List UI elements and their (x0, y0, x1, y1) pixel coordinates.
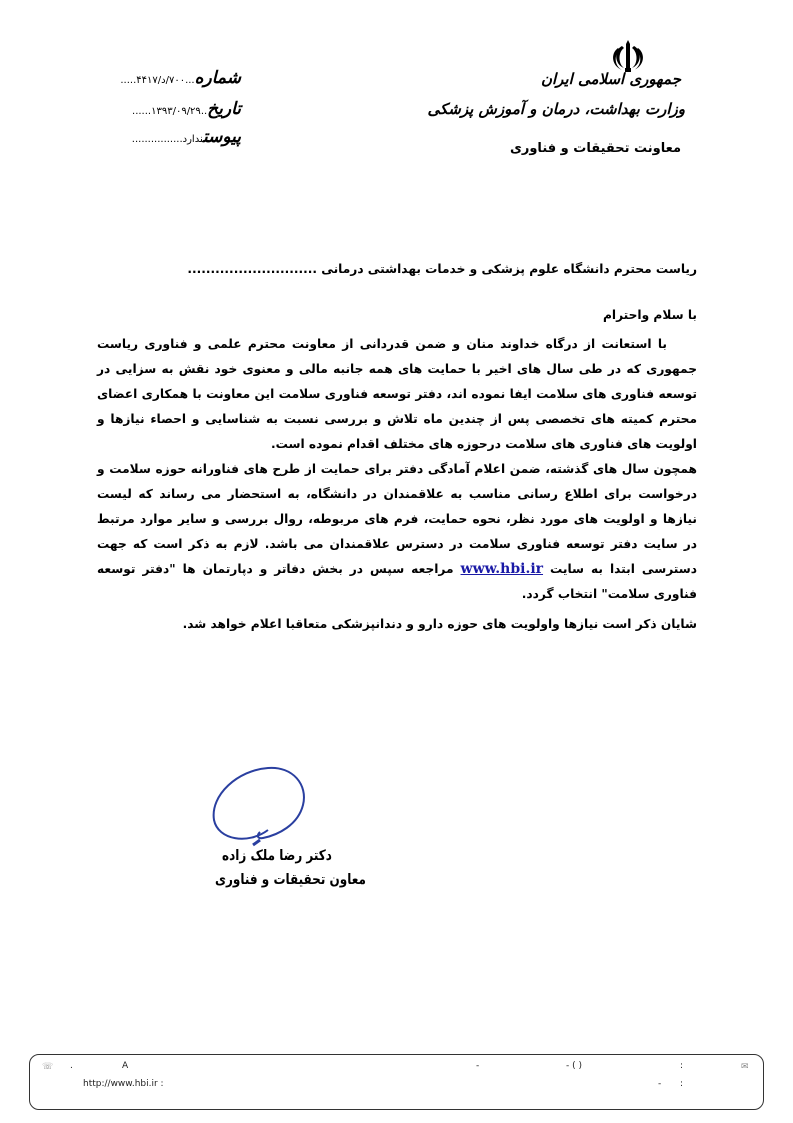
ministry-country-name: جمهوری اسلامی ایران (540, 70, 681, 88)
iran-emblem-icon (608, 38, 648, 74)
footer-dot: . (70, 1061, 73, 1071)
reference-date (132, 99, 241, 119)
dots: ...... (132, 106, 152, 117)
letter-paragraph-1: با استعانت از درگاه خداوند منان و ضمن قدردانی از معاونت محترم علمی و فناوری ریاست جمهوری که در طی سال های اخیر با حمایت های همه جانبه مالی و معنوی خود نقش به سزایی در توسعه فناوری های سلامت ایفا نموده اند، دفتر توسعه فناوری سلامت این معاونت با همکاری اعضای محترم کمیته های تخصصی پس از چندین ماه تلاش و بررسی نسبت به شناسایی و احصاء نیازها و اولویت های فناوری های سلامت درحوزه های مختلف اقدام نموده است. (97, 337, 697, 451)
hbi-website-link[interactable]: www.hbi.ir (460, 561, 544, 577)
ministry-name: وزارت بهداشت، درمان و آموزش پزشکی (427, 100, 685, 118)
paragraph-2-text-start: همچون سال های گذشته، ضمن اعلام آمادگی دفتر برای حمایت از طرح های فناورانه حوزه سلامت و درخواست برای اطلاع رسانی مناسب به علاقمندان در دانشگاه، به استحضار می رساند که لیست نیازها و اولویت های مورد نظر، نحوه حمایت، فرم های مربوطه، روال بررسی و سایر موارد مرتبط در سایت دفتر توسعه فناوری سلامت در دسترس علاقمندان می باشد. لازم به ذکر است که جهت دسترسی ابتدا به سایت (97, 462, 697, 576)
reference-attachment-value: ندارد (182, 134, 203, 145)
signature-scribble (208, 760, 318, 860)
footer-separator: - (658, 1079, 662, 1089)
reference-attachment (132, 127, 241, 147)
paragraph-2-text-end: مراجعه سپس در بخش دفاتر و دپارتمان ها "دفتر توسعه فناوری سلامت" انتخاب گردد. (97, 562, 697, 601)
footer-area-code: - ( ) (566, 1061, 582, 1071)
letter-recipient: ریاست محترم دانشگاه علوم پزشکی و خدمات بهداشتی درمانی ............................ (187, 262, 697, 276)
dots: ... (185, 75, 195, 86)
reference-attachment-label: پیوست (202, 127, 241, 147)
signer-title: معاون تحقیقات و فناوری (215, 870, 366, 888)
dots: .. (200, 106, 208, 117)
reference-date-label: تاریخ (207, 99, 241, 119)
dots: ..... (120, 75, 137, 86)
footer-colon: : (680, 1061, 684, 1071)
deputy-title: معاونت تحقیقات و فناوری (509, 141, 681, 156)
letter-paragraph-2 (97, 457, 697, 607)
reference-date-value: ۱۳۹۳/۰۹/۲۹ (151, 106, 201, 117)
footer-website[interactable]: http://www.hbi.ir : (83, 1079, 164, 1089)
reference-number-label: شماره (194, 68, 241, 88)
reference-number (120, 68, 241, 88)
footer-a-label: A (122, 1061, 129, 1071)
footer-contact-box (29, 1054, 764, 1110)
phone-icon: ☏ (42, 1062, 54, 1072)
footer-separator: - (476, 1061, 480, 1071)
letter-paragraph-3: شایان ذکر است نیازها واولویت های حوزه دارو و دندانپزشکی متعاقبا اعلام خواهد شد. (182, 617, 697, 631)
dots: ................ (131, 134, 183, 145)
reference-number-value: ۷۰۰/د/۴۴۱۷ (136, 75, 186, 86)
footer-colon: : (680, 1079, 684, 1089)
mail-icon: ✉ (741, 1062, 749, 1072)
letter-greeting: با سلام واحترام (602, 308, 697, 322)
signer-name: دکتر رضا ملک زاده (222, 846, 332, 864)
